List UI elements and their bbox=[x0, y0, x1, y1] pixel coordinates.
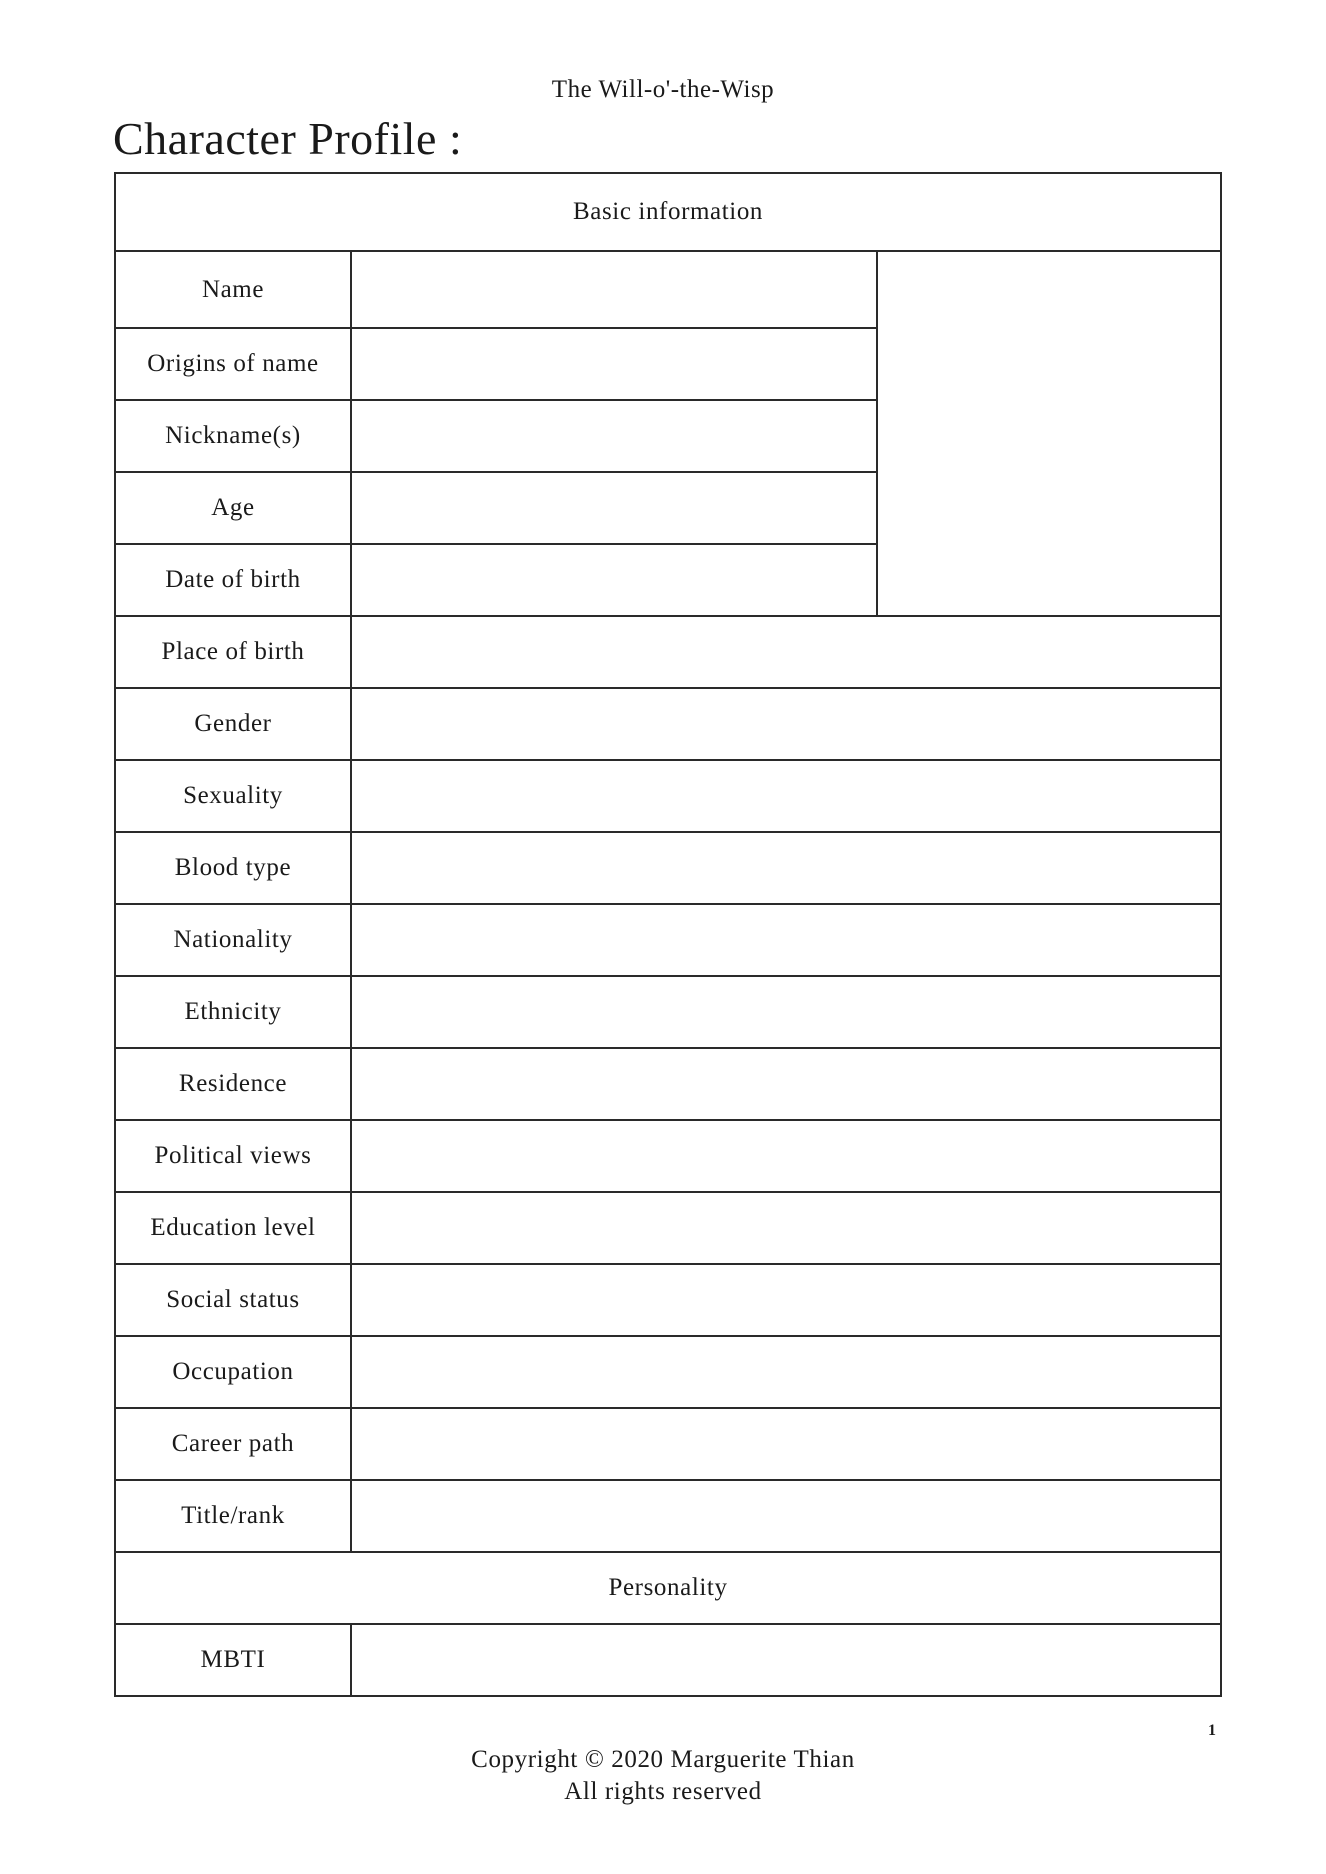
field-date-of-birth[interactable] bbox=[351, 544, 877, 616]
field-blood-type[interactable] bbox=[351, 832, 1221, 904]
field-title-rank[interactable] bbox=[351, 1480, 1221, 1552]
running-header: The Will-o'-the-Wisp bbox=[551, 76, 775, 103]
label-name: Name bbox=[115, 251, 351, 328]
label-date-of-birth: Date of birth bbox=[115, 544, 351, 616]
label-title-rank: Title/rank bbox=[115, 1480, 351, 1552]
label-origins-of-name: Origins of name bbox=[115, 328, 351, 400]
label-residence: Residence bbox=[115, 1048, 351, 1120]
field-nationality[interactable] bbox=[351, 904, 1221, 976]
page-title: Character Profile : bbox=[113, 113, 463, 164]
field-sexuality[interactable] bbox=[351, 760, 1221, 832]
label-age: Age bbox=[115, 472, 351, 544]
page-number: 1 bbox=[1208, 1722, 1216, 1739]
section-header-basic-information: Basic information bbox=[115, 173, 1221, 251]
field-place-of-birth[interactable] bbox=[351, 616, 1221, 688]
field-name[interactable] bbox=[351, 251, 877, 328]
field-career-path[interactable] bbox=[351, 1408, 1221, 1480]
label-blood-type: Blood type bbox=[115, 832, 351, 904]
label-social-status: Social status bbox=[115, 1264, 351, 1336]
rights-line: All rights reserved bbox=[564, 1778, 762, 1805]
field-political-views[interactable] bbox=[351, 1120, 1221, 1192]
label-place-of-birth: Place of birth bbox=[115, 616, 351, 688]
field-gender[interactable] bbox=[351, 688, 1221, 760]
field-age[interactable] bbox=[351, 472, 877, 544]
label-nicknames: Nickname(s) bbox=[115, 400, 351, 472]
section-header-personality: Personality bbox=[115, 1552, 1221, 1624]
label-career-path: Career path bbox=[115, 1408, 351, 1480]
label-gender: Gender bbox=[115, 688, 351, 760]
label-sexuality: Sexuality bbox=[115, 760, 351, 832]
label-education-level: Education level bbox=[115, 1192, 351, 1264]
field-nicknames[interactable] bbox=[351, 400, 877, 472]
photo-box[interactable] bbox=[877, 251, 1221, 616]
field-origins-of-name[interactable] bbox=[351, 328, 877, 400]
field-education-level[interactable] bbox=[351, 1192, 1221, 1264]
copyright-line: Copyright © 2020 Marguerite Thian bbox=[471, 1746, 855, 1773]
field-residence[interactable] bbox=[351, 1048, 1221, 1120]
label-nationality: Nationality bbox=[115, 904, 351, 976]
label-occupation: Occupation bbox=[115, 1336, 351, 1408]
field-occupation[interactable] bbox=[351, 1336, 1221, 1408]
label-political-views: Political views bbox=[115, 1120, 351, 1192]
field-mbti[interactable] bbox=[351, 1624, 1221, 1696]
footer bbox=[0, 1744, 1326, 1808]
label-mbti: MBTI bbox=[115, 1624, 351, 1696]
character-profile-table bbox=[114, 172, 1222, 1697]
field-social-status[interactable] bbox=[351, 1264, 1221, 1336]
field-ethnicity[interactable] bbox=[351, 976, 1221, 1048]
label-ethnicity: Ethnicity bbox=[115, 976, 351, 1048]
